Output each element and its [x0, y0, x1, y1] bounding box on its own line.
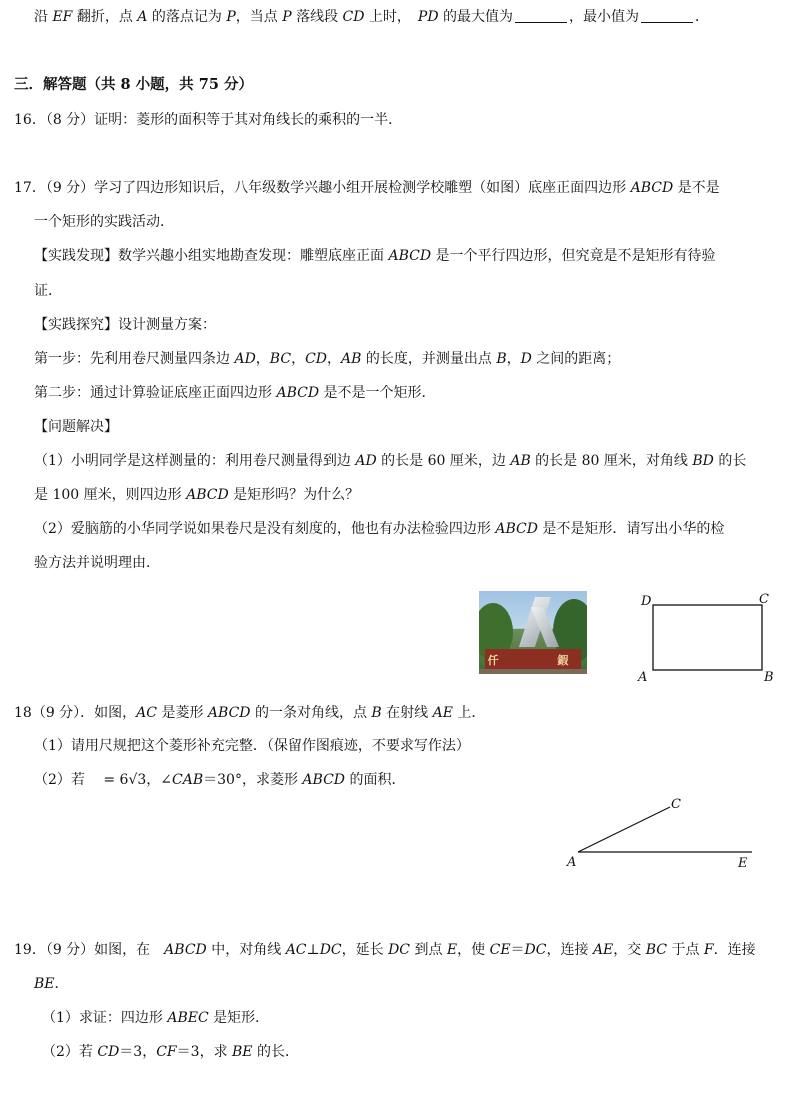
q17-line-2: 一个矩形的实践活动．: [34, 214, 174, 230]
text: 的最大值为: [438, 9, 514, 25]
var: ABCD: [302, 772, 346, 788]
rectangle-abcd: [653, 605, 762, 670]
q18-line-2: （1）请用尺规把这个菱形补充完整．（保留作图痕迹，不要求写作法）: [34, 738, 470, 754]
text: 的面积．: [345, 772, 406, 788]
var: AB: [510, 453, 531, 469]
text: ，: [327, 351, 341, 367]
q19-line-2: [34, 974, 69, 994]
var: D: [520, 351, 532, 367]
q17-line-9: [34, 451, 746, 471]
text: 的长是 60 厘米，边: [376, 453, 511, 469]
question-text: （8 分）证明：菱形的面积等于其对角线长的乘积的一半．: [45, 112, 403, 128]
var: ABCD: [388, 248, 432, 264]
text: 上时，: [364, 9, 418, 25]
var: CE: [489, 942, 511, 958]
text: 中，对角线: [206, 942, 286, 958]
q17-line-10: [34, 485, 359, 505]
label-d: D: [641, 594, 652, 609]
text: 的长度，并测量出点: [361, 351, 497, 367]
text: 17．（9 分）学习了四边形知识后，八年级数学兴趣小组开展检测学校雕塑（如图）底座正面四边形: [14, 180, 631, 196]
var: P: [226, 9, 236, 25]
text: ，当点: [235, 9, 283, 25]
label-a: A: [567, 855, 577, 870]
var: BD: [692, 453, 714, 469]
text: ．连接: [713, 942, 756, 958]
var: AE: [432, 705, 453, 721]
var: B: [496, 351, 507, 367]
var: BE: [232, 1044, 253, 1060]
var: PD: [417, 9, 439, 25]
text: ＝3，求: [176, 1044, 233, 1060]
var: CD: [97, 1044, 120, 1060]
text: 的长: [713, 453, 747, 469]
var: DC: [524, 942, 547, 958]
var: BC: [269, 351, 292, 367]
var: CD: [342, 9, 365, 25]
var: CAB: [172, 772, 204, 788]
text: 18（9 分）．如图，: [14, 705, 137, 721]
q19-line-1: [14, 940, 756, 960]
text: 上．: [452, 705, 486, 721]
text: 的落点记为: [147, 9, 227, 25]
var: AC: [136, 705, 157, 721]
text: 在射线: [381, 705, 433, 721]
var: DC: [319, 942, 342, 958]
q17-line-4: 证．: [34, 283, 62, 299]
text: 之间的距离；: [531, 351, 621, 367]
text: （1）小明同学是这样测量的：利用卷尺测量得到边: [34, 453, 356, 469]
text: 【实践发现】数学兴趣小组实地勘查发现：雕塑底座正面: [34, 248, 389, 264]
text: ，: [255, 351, 270, 367]
text: 是不是: [673, 180, 720, 196]
question-number: 16．: [14, 112, 46, 128]
text: 落线段: [291, 9, 343, 25]
q17-line-5: 【实践探究】设计测量方案：: [34, 317, 216, 333]
var: ABCD: [276, 385, 320, 401]
text: ，交: [613, 942, 646, 958]
text: ，: [291, 351, 306, 367]
text: ，连接: [546, 942, 593, 958]
q17-line-3: [34, 246, 716, 266]
text: 翻折，点: [72, 9, 138, 25]
text: （2）若: [34, 772, 90, 788]
section-title: 三．解答题（共 8 小题，共 75 分）: [14, 76, 253, 93]
var: F: [703, 942, 714, 958]
var: P: [282, 9, 292, 25]
var: DC: [388, 942, 411, 958]
ground-shape: [479, 669, 587, 674]
var: ABCD: [164, 942, 207, 958]
var: AB: [341, 351, 362, 367]
text: ，: [506, 351, 521, 367]
var: CF: [156, 1044, 177, 1060]
label-b: B: [764, 670, 774, 685]
segment-ac: [578, 807, 670, 852]
label-a: A: [638, 670, 648, 685]
q19-line-3: [42, 1008, 269, 1028]
var: CD: [305, 351, 327, 367]
text: 于点: [667, 942, 704, 958]
q17-line-12: 验方法并说明理由．: [34, 555, 160, 571]
q17-line-11: [34, 519, 724, 539]
var: AC: [285, 942, 307, 958]
text: （2）爱脑筋的小华同学说如果卷尺是没有刻度的，他也有办法检验四边形: [34, 521, 496, 537]
text: 是一个平行四边形，但究竟是不是矩形有待验: [431, 248, 716, 264]
text: 到点: [410, 942, 447, 958]
text: ，延长: [341, 942, 389, 958]
text: ＝30°，求菱形: [203, 772, 303, 788]
var: ABCD: [630, 180, 674, 196]
var: BC: [645, 942, 667, 958]
var: EF: [52, 9, 73, 25]
text: 的长．: [252, 1044, 299, 1060]
var: AD: [355, 453, 377, 469]
var: ABCD: [495, 521, 538, 537]
q17-line-7: [34, 383, 436, 403]
q19-line-4: [42, 1042, 299, 1062]
sculpture-photo: [479, 591, 587, 674]
label-c: C: [759, 592, 769, 607]
var: ABEC: [167, 1010, 209, 1026]
text: 是不是矩形．请写出小华的检: [537, 521, 725, 537]
q18-line-3: [34, 770, 405, 790]
sculpture-base-plaque: 仟 鍜: [485, 649, 581, 671]
text: ．: [695, 9, 710, 25]
text: 19．（9 分）如图，在: [14, 942, 165, 958]
label-e: E: [738, 856, 748, 871]
text: ，∠: [146, 772, 173, 788]
var: ABCD: [186, 487, 229, 503]
text: 是矩形．: [208, 1010, 270, 1026]
text: 的一条对角线，点: [250, 705, 372, 721]
q17-line-1: [14, 178, 720, 198]
text: （2）若: [42, 1044, 98, 1060]
text: ＝3，: [119, 1044, 157, 1060]
q18-line-1: [14, 703, 485, 723]
q17-line-8: 【问题解决】: [34, 419, 118, 435]
var: AE: [592, 942, 614, 958]
text: 的长是 80 厘米，对角线: [530, 453, 693, 469]
text: 是菱形: [157, 705, 208, 721]
text: ⊥: [306, 942, 320, 958]
q15-tail-line: [34, 7, 709, 27]
text: 沿: [34, 9, 53, 25]
text: ，使: [457, 942, 490, 958]
var: E: [446, 942, 458, 958]
q17-line-6: [34, 349, 620, 369]
answer-blank-min[interactable]: [641, 8, 693, 23]
answer-blank-max[interactable]: [515, 8, 567, 23]
q16-line: [14, 110, 402, 130]
var: BE: [34, 976, 55, 992]
text: 第二步：通过计算验证底座正面四边形: [34, 385, 277, 401]
text: （1）求证：四边形: [42, 1010, 168, 1026]
text: 是矩形吗？为什么？: [228, 487, 360, 503]
label-c: C: [671, 797, 681, 812]
var: A: [137, 9, 148, 25]
var: B: [371, 705, 382, 721]
text: 第一步：先利用卷尺测量四条边: [34, 351, 235, 367]
math-value: = 6√3: [103, 772, 147, 788]
text: 是不是一个矩形．: [319, 385, 436, 401]
text: ＝: [510, 942, 525, 958]
text: 是 100 厘米，则四边形: [34, 487, 187, 503]
text: ，最小值为: [569, 9, 640, 25]
var: AD: [234, 351, 256, 367]
var: ABCD: [207, 705, 251, 721]
text: ．: [54, 976, 69, 992]
